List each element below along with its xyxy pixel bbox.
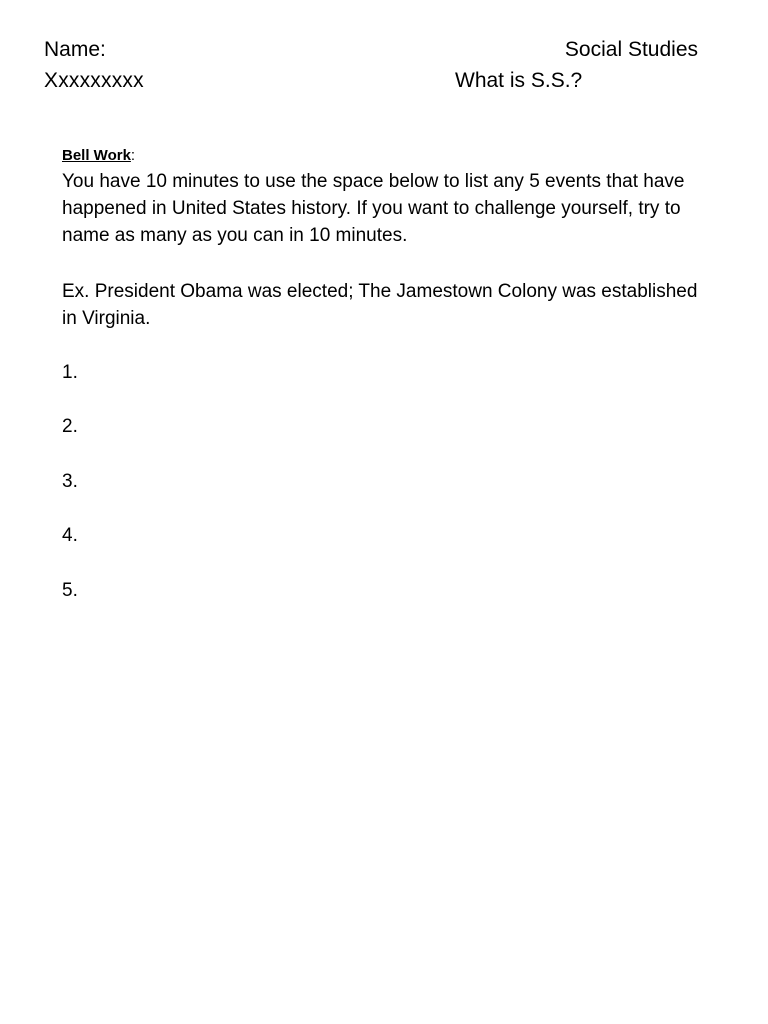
lesson-title: What is S.S.? [455,69,583,92]
bell-work-example: Ex. President Obama was elected; The Jamestown Colony was established in Virginia. [62,281,698,329]
bell-work-heading-text: Bell Work [62,147,131,164]
student-name: Xxxxxxxxx [44,69,144,92]
list-item-5: 5. [62,580,78,601]
list-item-4: 4. [62,525,78,546]
bell-work-heading-colon: : [130,147,136,164]
list-item-1: 1. [62,362,78,383]
subject-title: Social Studies [564,38,698,61]
list-item-3: 3. [62,471,78,492]
bell-work-heading [62,145,135,167]
bell-work-instructions: You have 10 minutes to use the space below to list any 5 events that have happened in United States history. If you want to challenge yourself, try to name as many as you can in 10 minutes. [62,171,685,246]
list-item-2: 2. [62,416,78,437]
name-label: Name: [44,38,106,61]
